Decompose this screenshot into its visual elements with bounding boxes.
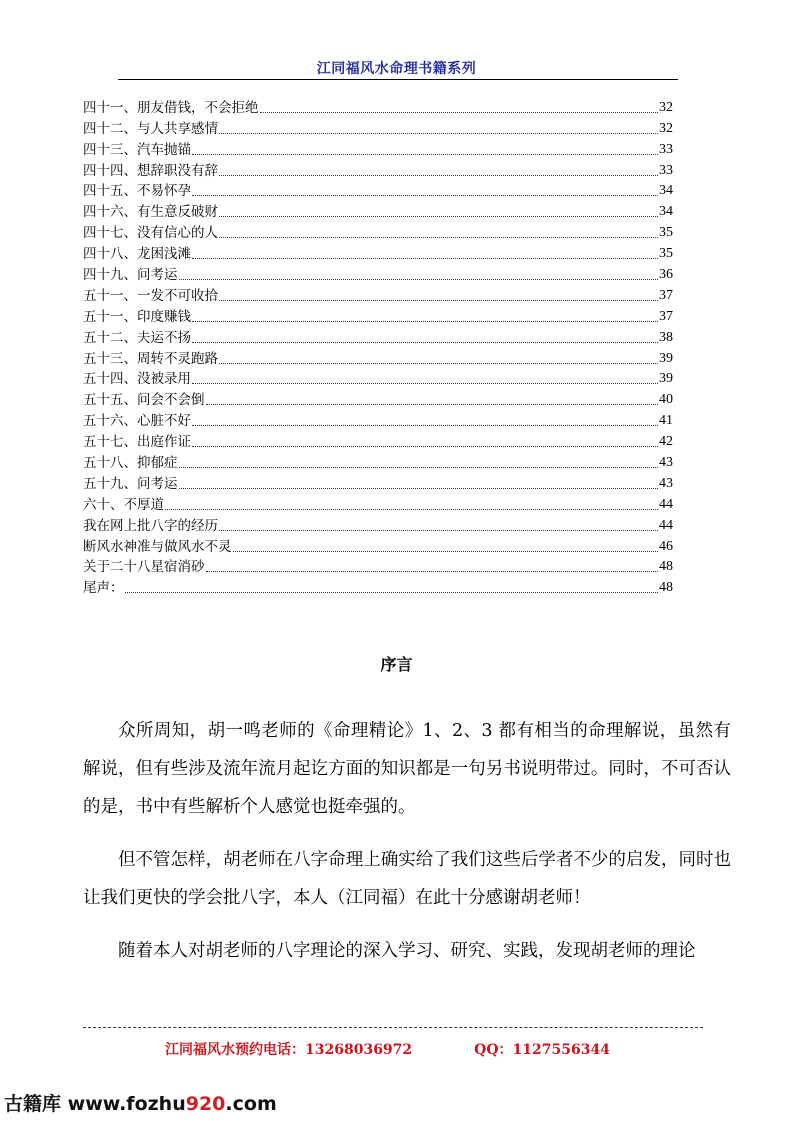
footer-phone: 江同福风水预约电话：13268036972 — [165, 1042, 413, 1058]
watermark-url-number: 920 — [185, 1093, 226, 1115]
toc-page-number: 41 — [659, 413, 673, 429]
toc-dot-leader — [219, 363, 658, 364]
toc-dot-leader — [192, 342, 658, 343]
toc-entry-title: 四十三、汽车抛锚 — [83, 141, 191, 158]
toc-page-number: 39 — [659, 371, 673, 387]
toc-dot-leader — [260, 112, 659, 113]
toc-entry[interactable] — [83, 241, 673, 262]
preface-paragraph: 但不管怎样，胡老师在八字命理上确实给了我们这些后学者不少的启发，同时也让我们更快的学会批八字，本人（江同福）在此十分感谢胡老师！ — [83, 850, 731, 908]
toc-entry-title: 四十九、问考运 — [83, 267, 178, 284]
toc-entry[interactable] — [83, 346, 673, 367]
toc-page-number: 38 — [659, 329, 673, 345]
toc-page-number: 48 — [659, 559, 673, 575]
toc-page-number: 44 — [659, 517, 673, 533]
toc-dot-leader — [192, 321, 658, 322]
toc-entry[interactable] — [83, 220, 673, 241]
toc-dot-leader — [219, 175, 658, 176]
toc-dot-leader — [192, 195, 658, 196]
toc-entry[interactable] — [83, 367, 673, 388]
running-header-title: 江同福风水命理书籍系列 — [316, 61, 477, 77]
footer-contact — [165, 1039, 610, 1059]
toc-entry[interactable] — [83, 387, 673, 408]
toc-entry[interactable] — [83, 199, 673, 220]
toc-dot-leader — [206, 571, 659, 572]
toc-page-number: 33 — [659, 162, 673, 178]
toc-entry-title: 四十七、没有信心的人 — [83, 225, 218, 242]
toc-page-number: 42 — [659, 434, 673, 450]
table-of-contents — [83, 95, 673, 596]
toc-dot-leader — [219, 237, 658, 238]
toc-page-number: 34 — [659, 204, 673, 220]
toc-page-number: 33 — [659, 141, 673, 157]
toc-page-number: 48 — [659, 580, 673, 596]
toc-dot-leader — [192, 425, 658, 426]
toc-entry[interactable] — [83, 429, 673, 450]
toc-dot-leader — [192, 154, 658, 155]
toc-entry-title: 五十七、出庭作证 — [83, 434, 191, 451]
watermark-url — [68, 1093, 277, 1115]
toc-page-number: 36 — [659, 267, 673, 283]
preface-body — [83, 712, 731, 985]
toc-page-number: 32 — [659, 99, 673, 115]
toc-entry[interactable] — [83, 555, 673, 576]
toc-page-number: 35 — [659, 246, 673, 262]
toc-dot-leader — [219, 133, 658, 134]
toc-entry-title: 四十一、朋友借钱，不会拒绝 — [83, 99, 259, 116]
toc-page-number: 35 — [659, 225, 673, 241]
toc-entry-title: 五十三、周转不灵跑路 — [83, 350, 218, 367]
toc-page-number: 37 — [659, 287, 673, 303]
toc-page-number: 43 — [659, 455, 673, 471]
toc-page-number: 46 — [659, 538, 673, 554]
toc-entry-title: 四十二、与人共享感情 — [83, 120, 218, 137]
toc-entry-title: 四十五、不易怀孕 — [83, 183, 191, 200]
toc-entry[interactable] — [83, 137, 673, 158]
toc-page-number: 43 — [659, 475, 673, 491]
footer-qq: QQ：1127556344 — [474, 1042, 610, 1058]
toc-dot-leader — [192, 383, 658, 384]
toc-page-number: 34 — [659, 183, 673, 199]
toc-entry[interactable] — [83, 158, 673, 179]
header-divider — [118, 79, 678, 80]
watermark-url-prefix: www.fozhu — [67, 1093, 186, 1115]
toc-entry[interactable] — [83, 492, 673, 513]
toc-entry-title: 五十六、心脏不好 — [83, 413, 191, 430]
toc-dot-leader — [179, 488, 659, 489]
toc-entry-title: 五十二、夫运不扬 — [83, 329, 191, 346]
preface-paragraph: 众所周知，胡一鸣老师的《命理精论》1、2、3 都有相当的命理解说，虽然有解说，但有些涉及流年流月起讫方面的知识都是一句另书说明带过。同时，不可否认的是，书中有些解析个人感觉也挺牵强的。 — [83, 721, 731, 817]
watermark-site-name: 古籍库 — [4, 1093, 62, 1115]
toc-entry[interactable] — [83, 408, 673, 429]
toc-entry[interactable] — [83, 116, 673, 137]
toc-page-number: 37 — [659, 308, 673, 324]
preface-paragraph: 随着本人对胡老师的八字理论的深入学习、研究、实践，发现胡老师的理论 — [118, 941, 696, 961]
toc-page-number: 40 — [659, 392, 673, 408]
toc-entry-title: 我在网上批八字的经历 — [83, 517, 218, 534]
preface-heading: 序言 — [380, 655, 413, 674]
toc-dot-leader — [219, 300, 658, 301]
toc-entry-title: 五十九、问考运 — [83, 475, 178, 492]
toc-dot-leader — [165, 509, 658, 510]
toc-page-number: 39 — [659, 350, 673, 366]
toc-entry[interactable] — [83, 513, 673, 534]
toc-entry[interactable] — [83, 179, 673, 200]
toc-entry[interactable] — [83, 575, 673, 596]
toc-entry-title: 四十四、想辞职没有辞 — [83, 162, 218, 179]
toc-dot-leader — [219, 530, 658, 531]
toc-page-number: 44 — [659, 496, 673, 512]
toc-entry[interactable] — [83, 95, 673, 116]
site-watermark — [4, 1089, 277, 1116]
toc-entry-title: 五十五、问会不会倒 — [83, 392, 205, 409]
toc-entry-title: 断风水神准与做风水不灵 — [83, 538, 232, 555]
toc-dot-leader — [233, 551, 659, 552]
toc-entry[interactable] — [83, 471, 673, 492]
toc-dot-leader — [206, 404, 659, 405]
toc-dot-leader — [179, 279, 659, 280]
toc-entry-title: 五十四、没被录用 — [83, 371, 191, 388]
toc-entry-title: 六十、不厚道 — [83, 496, 164, 513]
toc-entry[interactable] — [83, 450, 673, 471]
toc-entry[interactable] — [83, 534, 673, 555]
toc-dot-leader — [125, 592, 659, 593]
toc-entry-title: 五十一、印度赚钱 — [83, 308, 191, 325]
footer-divider — [83, 1027, 703, 1028]
toc-entry-title: 四十六、有生意反破财 — [83, 204, 218, 221]
toc-page-number: 32 — [659, 120, 673, 136]
toc-entry-title: 五十一、一发不可收拾 — [83, 287, 218, 304]
toc-entry-title: 四十八、龙困浅滩 — [83, 246, 191, 263]
toc-entry-title: 尾声： — [83, 580, 124, 597]
toc-entry[interactable] — [83, 262, 673, 283]
toc-dot-leader — [219, 216, 658, 217]
toc-entry[interactable] — [83, 283, 673, 304]
toc-entry-title: 五十八、抑郁症 — [83, 455, 178, 472]
toc-dot-leader — [192, 258, 658, 259]
watermark-url-suffix: .com — [225, 1093, 277, 1115]
toc-entry[interactable] — [83, 325, 673, 346]
toc-entry-title: 关于二十八星宿消砂 — [83, 559, 205, 576]
toc-dot-leader — [192, 446, 658, 447]
toc-dot-leader — [179, 467, 659, 468]
toc-entry[interactable] — [83, 304, 673, 325]
